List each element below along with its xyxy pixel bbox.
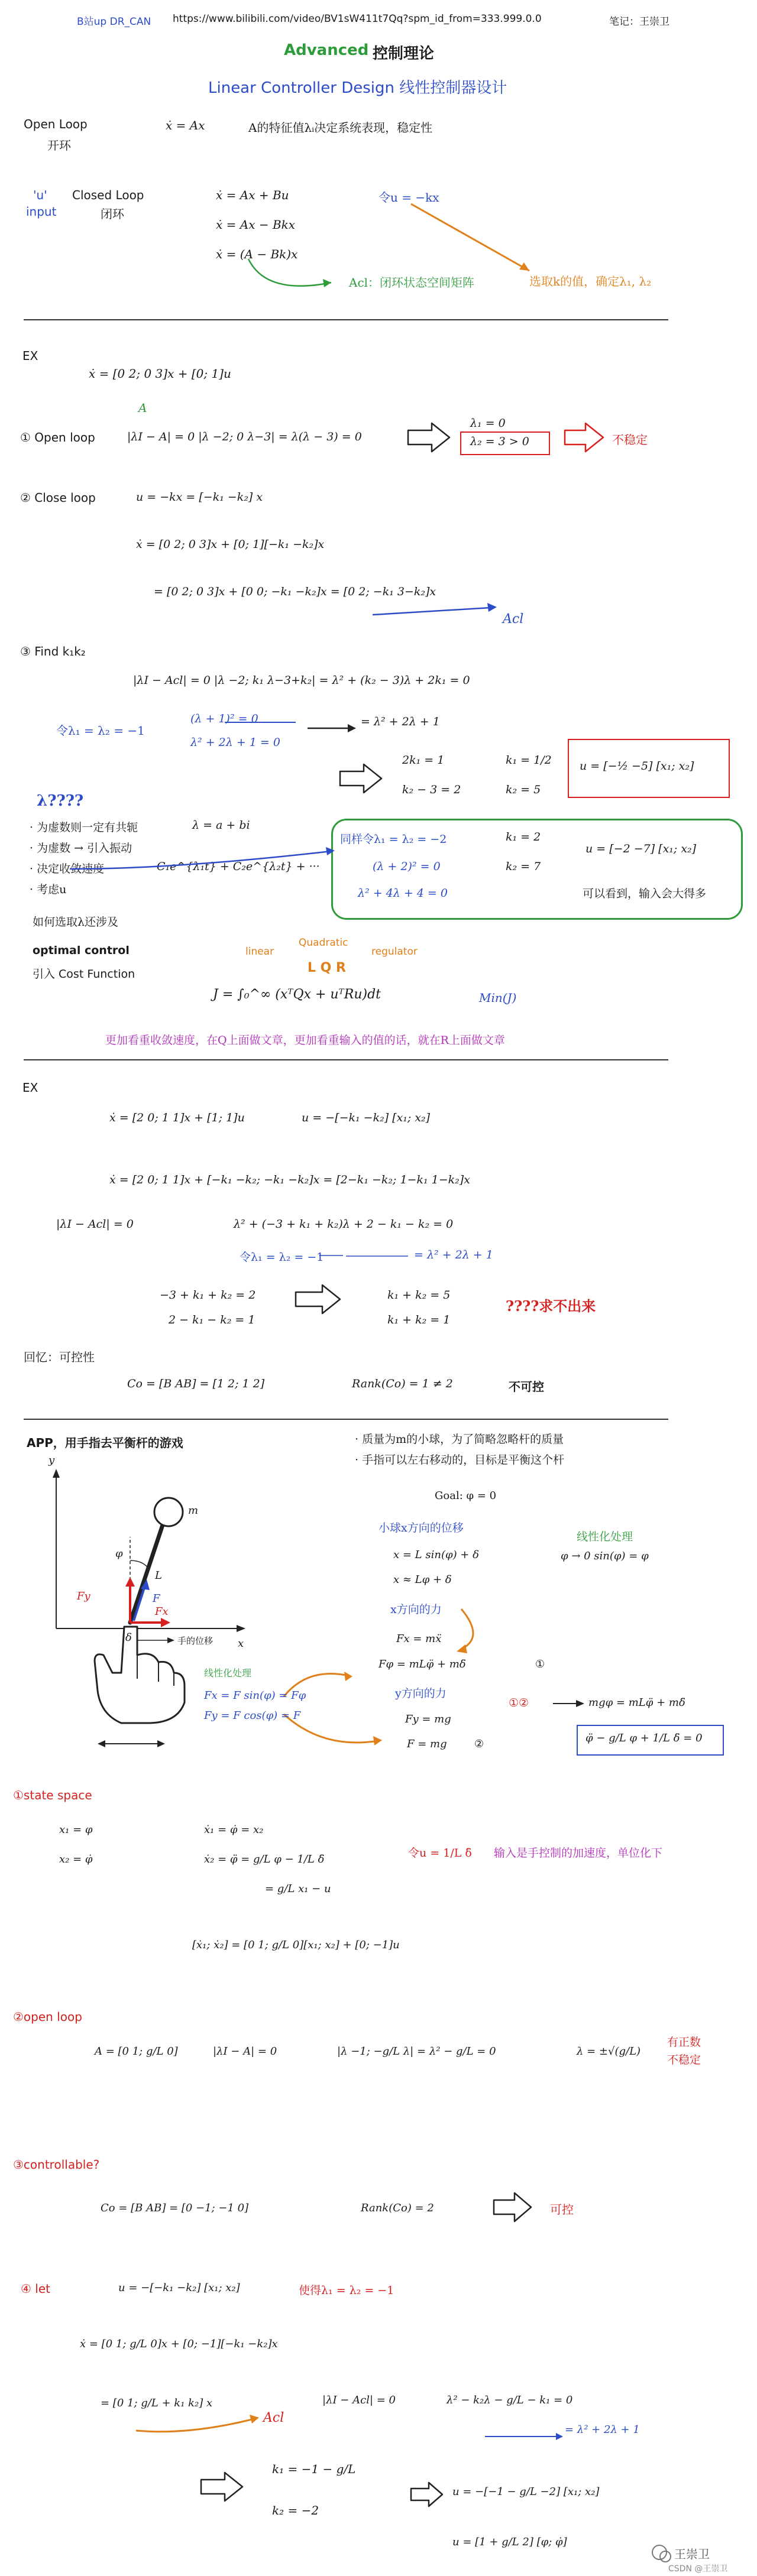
app-title: APP，用手指去平衡杆的游戏: [27, 1436, 183, 1450]
ol-a: A = [0 1; g/L 0]: [95, 2045, 178, 2058]
qr-note: 更加看重收敛速度，在Q上面做文章，更加看重输入的值的话，就在R上面做文章: [105, 1034, 505, 1047]
bullet-2: · 为虚数 → 引入振动: [30, 842, 132, 855]
let-u: 令u = −kx: [378, 190, 439, 205]
app-bullet-2: · 手指可以左右移动的，目标是平衡这个杆: [355, 1454, 565, 1467]
title-zh: 控制理论: [373, 45, 435, 63]
goal: Goal: φ = 0: [435, 1490, 497, 1502]
u-label: 'u': [33, 188, 47, 202]
channel-name: B站up DR_CAN: [77, 16, 151, 28]
ex2-no-solution: ????求不出来: [506, 1297, 596, 1315]
ex2-sys: ẋ = [2 0; 1 1]x + [1; 1]u: [109, 1111, 245, 1124]
ss-d3: = g/L x₁ − u: [265, 1883, 331, 1895]
fy-eq-2: F = mg: [407, 1738, 447, 1750]
lqr-linear: linear: [245, 946, 274, 958]
x-eq-2: x ≈ Lφ + δ: [393, 1573, 452, 1586]
ex2-co: Co = [B AB] = [1 2; 1 2]: [127, 1377, 265, 1390]
choose-k: 选取k的值，确定λ₁, λ₂: [529, 274, 652, 288]
ex1-k-eq2: k₂ − 3 = 2: [402, 783, 461, 796]
acl-desc: Acl：闭环状态空间矩阵: [349, 275, 475, 290]
bullet-1: · 为虚数则一定有共轭: [30, 821, 138, 834]
fy-eq-1: Fy = mg: [405, 1713, 451, 1725]
complex-form: λ = a + bi: [192, 819, 250, 832]
fx-eq-2: Fφ = mLφ̈ + mδ̈: [378, 1658, 466, 1670]
input-label: input: [26, 205, 57, 219]
alt-poly1: (λ + 2)² = 0: [373, 860, 441, 873]
ol-unstable: 不稳定: [667, 2053, 701, 2066]
open-loop-desc: A的特征值λᵢ决定系统表现，稳定性: [248, 121, 433, 135]
let4-k1: k₁ = −1 − g/L: [272, 2462, 356, 2476]
app-bullet-1: · 质量为m的小球，为了简略忽略杆的质量: [355, 1433, 564, 1446]
let4-acl: Acl: [263, 2410, 284, 2425]
ex2-u: u = −[−k₁ −k₂] [x₁; x₂]: [302, 1111, 431, 1124]
ol-roots: λ = ±√(g/L): [577, 2045, 641, 2058]
let4-u-res1: u = −[−1 − g/L −2] [x₁; x₂]: [452, 2486, 600, 2498]
ex1-s3-label: ③ Find k₁k₂: [20, 644, 86, 658]
ex1-s1-eq: |λI − A| = 0 |λ −2; 0 λ−3| = λ(λ − 3) = 0: [127, 430, 362, 443]
ex1-root-1: λ₁ = 0: [470, 417, 506, 430]
closed-eq-3: ẋ = (A − Bk)x: [216, 247, 298, 261]
closed-loop-zh: 闭环: [101, 207, 124, 221]
alt-let: 同样令λ₁ = λ₂ = −2: [340, 833, 447, 846]
ex1-acl: Acl: [503, 612, 524, 627]
alt-poly2: λ² + 4λ + 4 = 0: [358, 887, 448, 900]
optimal-control: optimal control: [33, 944, 130, 957]
ex1-unstable: 不稳定: [612, 433, 648, 447]
recall-controllability: 回忆：可控性: [24, 1350, 95, 1364]
fx-expand: Fx = F sin(φ) = Fφ: [204, 1689, 306, 1702]
diag-y: y: [48, 1454, 55, 1467]
ss-matrix: [ẋ₁; ẋ₂] = [0 1; g/L 0][x₁; x₂] + [0; −1]u: [192, 1939, 400, 1951]
ex1-s3-eq: |λI − Acl| = 0 |λ −2; k₁ λ−3+k₂| = λ² + (k₂ − 3)λ + 2k₁ = 0: [133, 674, 470, 687]
let4-e2: = [0 1; g/L + k₁ k₂] x: [101, 2397, 213, 2409]
ex1-s2-label: ② Close loop: [20, 491, 96, 505]
ctrl-co: Co = [B AB] = [0 −1; −1 0]: [101, 2202, 249, 2214]
ex2-char-poly: λ² + (−3 + k₁ + k₂)λ + 2 − k₁ − k₂ = 0: [234, 1218, 454, 1231]
ctrl-label: ③controllable?: [13, 2158, 100, 2172]
diag-f: F: [153, 1592, 160, 1605]
fx-eq-1: Fx = mẍ: [396, 1633, 442, 1645]
ex1-k-res2: k₂ = 5: [506, 783, 541, 796]
closed-loop-en: Closed Loop: [72, 188, 144, 202]
combined-eq: mgφ = mLφ̈ + mδ̈: [588, 1696, 685, 1709]
ss-let: 令u = 1/L δ̈: [408, 1847, 472, 1860]
cost-function: 引入 Cost Function: [33, 968, 135, 981]
ex1-a-label: A: [138, 401, 147, 415]
open-loop-zh: 开环: [47, 138, 71, 153]
bullet-3: · 决定收敛速度: [30, 862, 105, 875]
ss-note: 输入是手控制的加速度，单位化下: [494, 1847, 663, 1860]
diag-delta: δ: [125, 1631, 132, 1644]
lambda-question: λ????: [37, 792, 84, 810]
alt-k1: k₁ = 2: [506, 830, 541, 843]
uncontrollable: 不可控: [509, 1380, 544, 1394]
ctrl-ok: 可控: [550, 2202, 574, 2217]
watermark-name: 王崇卫: [674, 2547, 710, 2561]
ex2-target: = λ² + 2λ + 1: [414, 1248, 493, 1261]
ex2-eq1: −3 + k₁ + k₂ = 2: [160, 1289, 256, 1302]
lin-title-2: 线性化处理: [204, 1667, 252, 1679]
lqr-regulator: regulator: [371, 946, 418, 958]
diag-x: x: [238, 1637, 244, 1650]
ex1-s2-eq2: = [0 2; 0 3]x + [0 0; −k₁ −k₂]x = [0 2; −k₁ 3−k₂]x: [154, 585, 436, 598]
circle-1: ①: [535, 1658, 545, 1670]
closed-eq-1: ẋ = Ax + Bu: [216, 188, 289, 202]
hand-position-label: 手的位移: [177, 1636, 213, 1646]
ss-x1: x₁ = φ: [59, 1824, 93, 1836]
closed-eq-2: ẋ = Ax − Bkx: [216, 218, 296, 232]
diag-fx: Fx: [155, 1605, 169, 1618]
lqr-quadratic: Quadratic: [299, 937, 348, 949]
diag-m: m: [188, 1504, 199, 1517]
let4-e1: ẋ = [0 1; g/L 0]x + [0; −1][−k₁ −k₂]x: [80, 2338, 278, 2350]
ex2-res1: k₁ + k₂ = 5: [387, 1289, 451, 1302]
video-url[interactable]: https://www.bilibili.com/video/BV1sW411t7Qq?spm_id_from=333.999.0.0: [173, 13, 542, 25]
ctrl-rank: Rank(Co) = 2: [361, 2202, 434, 2214]
final-eq: φ̈ − g/L φ + 1/L δ̈ = 0: [585, 1732, 703, 1744]
open-loop-eq: ẋ = Ax: [166, 118, 205, 132]
ex1-root-2: λ₂ = 3 > 0: [470, 435, 529, 448]
alt-u: u = [−2 −7] [x₁; x₂]: [585, 842, 697, 855]
note-author: 笔记：王崇卫: [609, 16, 669, 28]
open-loop-en: Open Loop: [24, 117, 88, 131]
ol-det: |λ −1; −g/L λ| = λ² − g/L = 0: [337, 2045, 496, 2058]
ex1-let-lambda: 令λ₁ = λ₂ = −1: [56, 724, 145, 738]
ex1-u-res: u = [−½ −5] [x₁; x₂]: [580, 760, 694, 773]
ss-d1: ẋ₁ = φ̇ = x₂: [204, 1824, 264, 1836]
exp-sum: C₁e^{λ₁t} + C₂e^{λ₂t} + ···: [157, 860, 320, 873]
ex2-eq2: 2 − k₁ − k₂ = 1: [169, 1313, 255, 1326]
fy-title: y方向的力: [395, 1687, 447, 1700]
x-eq-1: x = L sin(φ) + δ: [393, 1549, 479, 1561]
lin-eq: φ → 0 sin(φ) = φ: [561, 1550, 649, 1562]
ex1-k-eq1: 2k₁ = 1: [402, 754, 445, 767]
let4-u: u = −[−k₁ −k₂] [x₁; x₂]: [118, 2282, 240, 2294]
lin-title: 线性化处理: [577, 1530, 633, 1543]
input-larger: 可以看到，输入会大得多: [583, 887, 707, 900]
ex1-s2-u: u = −kx = [−k₁ −k₂] x: [136, 491, 263, 504]
ss-x2: x₂ = φ̇: [59, 1853, 93, 1866]
let4-u-res2: u = [1 + g/L 2] [φ; φ̇]: [452, 2536, 567, 2548]
ex1-poly-2: λ² + 2λ + 1 = 0: [190, 736, 280, 749]
ex1-poly-3: = λ² + 2λ + 1: [361, 715, 440, 728]
cost-j-eq: J = ∫₀^∞ (xᵀQx + uᵀRu)dt: [213, 987, 381, 1002]
circle-12: ①②: [509, 1696, 529, 1709]
diag-fy: Fy: [77, 1590, 90, 1602]
ex2-res2: k₁ + k₂ = 1: [387, 1313, 451, 1326]
ol-char: |λI − A| = 0: [213, 2045, 277, 2058]
lqr-title: L Q R: [308, 961, 346, 975]
ex1-k-res1: k₁ = 1/2: [506, 754, 552, 767]
ol-label: ②open loop: [13, 2010, 82, 2024]
let4-make: 使得λ₁ = λ₂ = −1: [299, 2284, 394, 2297]
fy-expand: Fy = F cos(φ) = F: [204, 1709, 301, 1722]
diag-phi: φ: [115, 1547, 123, 1560]
bullet-4: · 考虑u: [30, 883, 67, 896]
diag-l: L: [155, 1569, 162, 1582]
x-disp-title: 小球x方向的位移: [378, 1521, 464, 1534]
ex2-char: |λI − Acl| = 0: [56, 1218, 134, 1231]
ex1-label: EX: [22, 349, 38, 363]
subtitle: Linear Controller Design 线性控制器设计: [208, 79, 507, 97]
let4-k2: k₂ = −2: [272, 2503, 319, 2517]
ex2-let: 令λ₁ = λ₂ = −1: [240, 1251, 324, 1264]
ol-positive: 有正数: [667, 2036, 701, 2049]
ex1-poly-1: (λ + 1)² = 0: [190, 712, 258, 725]
min-j: Min(J): [479, 991, 517, 1005]
ex1-system: ẋ = [0 2; 0 3]x + [0; 1]u: [89, 366, 231, 381]
let4-poly: λ² − k₂λ − g/L − k₁ = 0: [447, 2394, 573, 2406]
title-en: Advanced: [284, 41, 369, 59]
fx-title: x方向的力: [390, 1603, 442, 1616]
alt-k2: k₂ = 7: [506, 860, 541, 873]
watermark-csdn: CSDN @王崇卫: [668, 2564, 728, 2574]
ex1-s2-eq1: ẋ = [0 2; 0 3]x + [0; 1][−k₁ −k₂]x: [136, 538, 325, 551]
let4-target: = λ² + 2λ + 1: [565, 2423, 640, 2436]
how-choose: 如何选取λ还涉及: [33, 916, 119, 929]
let4-char: |λI − Acl| = 0: [322, 2394, 396, 2406]
ss-label: ①state space: [13, 1788, 92, 1802]
ex2-cl: ẋ = [2 0; 1 1]x + [−k₁ −k₂; −k₁ −k₂]x = [2−k₁ −k₂; 1−k₁ 1−k₂]x: [109, 1173, 470, 1186]
ex2-rank: Rank(Co) = 1 ≠ 2: [352, 1377, 453, 1390]
ex1-s1-label: ① Open loop: [20, 430, 95, 445]
let4-label: ④ let: [21, 2282, 50, 2296]
ss-d2: ẋ₂ = φ̈ = g/L φ − 1/L δ̈: [204, 1853, 325, 1866]
circle-2: ②: [474, 1738, 484, 1750]
ex2-label: EX: [22, 1081, 38, 1095]
